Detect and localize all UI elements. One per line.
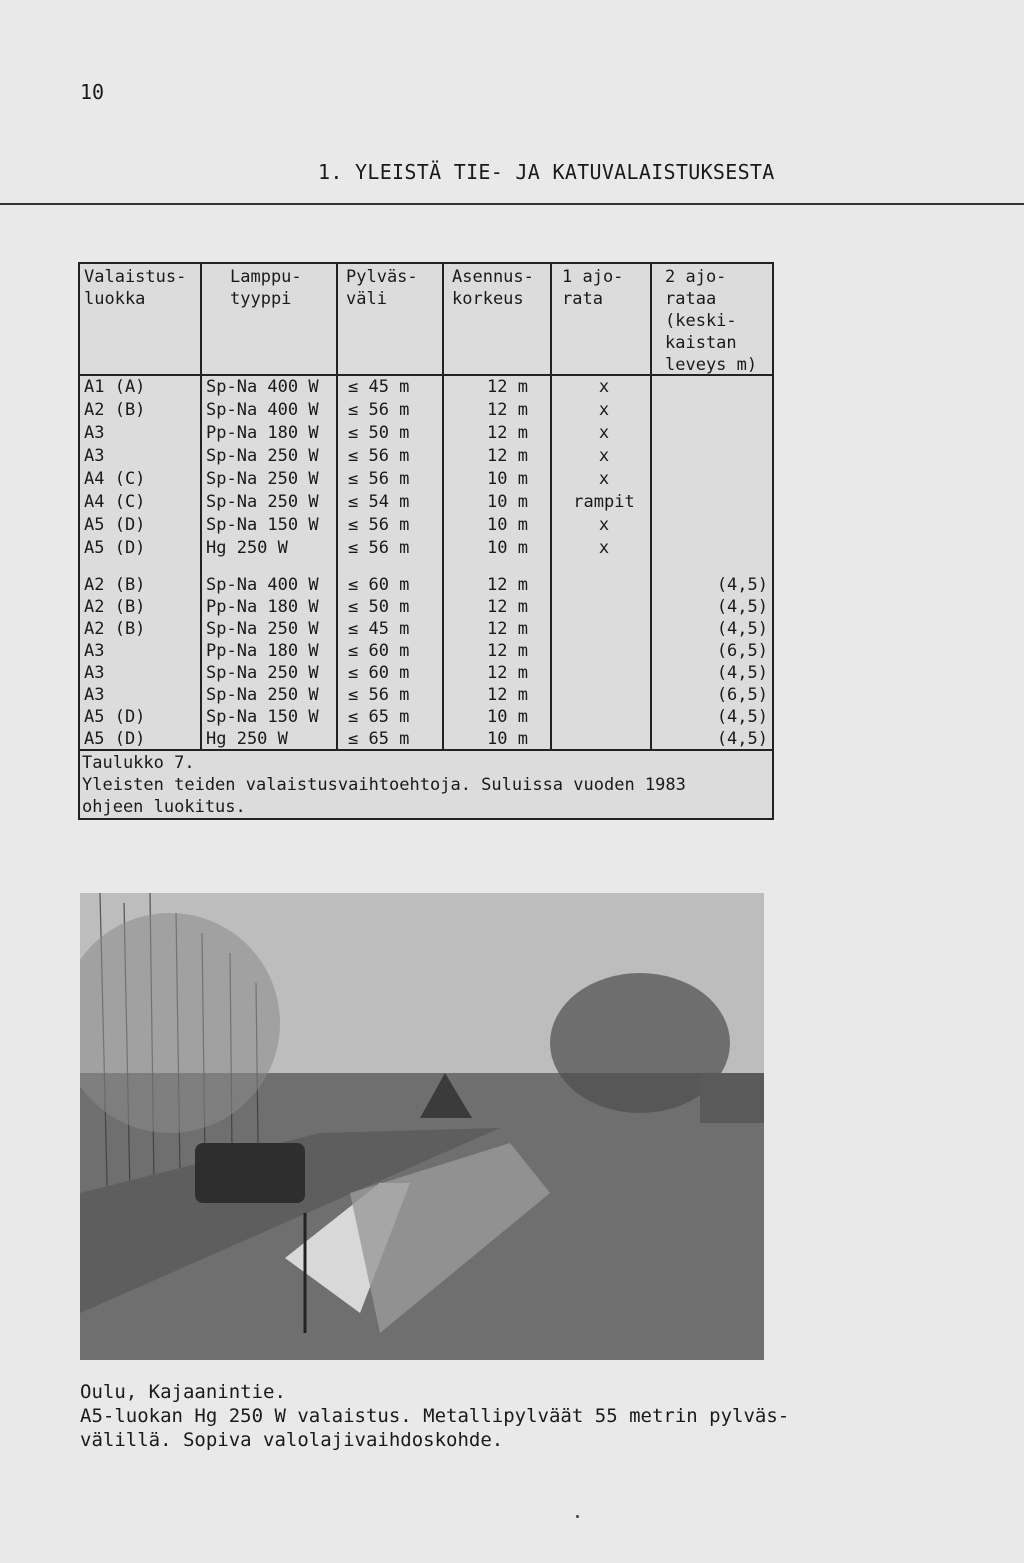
table-cell: 10 m [487,515,528,535]
table-cell: 12 m [487,619,528,639]
table-cell: Pp-Na 180 W [206,641,319,661]
table-cell: A3 [84,663,105,683]
header-1-ajorata: 1 ajo- rata [562,267,624,309]
table-cell: (4,5) [716,575,768,595]
table-cell: (4,5) [716,729,768,749]
table-cell: A5 (D) [84,729,146,749]
lighting-table [78,262,774,820]
table-cell: A2 (B) [84,400,146,420]
table-cell: ≤ 56 m [348,446,410,466]
table-cell: 10 m [487,729,528,749]
table-cell: x [598,515,610,535]
header-rule [0,203,1024,205]
table-cell: Hg 250 W [206,538,288,558]
table-cell: ≤ 50 m [348,423,410,443]
table-cell: Sp-Na 150 W [206,515,319,535]
table-cell: 10 m [487,538,528,558]
table-cell: ≤ 65 m [348,707,410,727]
column-divider [650,264,652,749]
table-cell: x [598,446,610,466]
table-cell: x [598,469,610,489]
table-cell: ≤ 60 m [348,575,410,595]
table-cell: 12 m [487,663,528,683]
table-cell: Sp-Na 250 W [206,619,319,639]
table-cell: 10 m [487,707,528,727]
header-pylvasvali: Pylväs- väli [346,267,418,309]
table-cell: (4,5) [716,707,768,727]
column-divider [336,264,338,749]
table-cell: x [598,423,610,443]
table-cell: 12 m [487,575,528,595]
table-cell: ≤ 56 m [348,685,410,705]
table-cell: ≤ 56 m [348,400,410,420]
table-cell: Sp-Na 250 W [206,685,319,705]
table-cell: Sp-Na 400 W [206,377,319,397]
table-cell: A3 [84,423,105,443]
table-cell: (6,5) [716,685,768,705]
table-cell: A5 (D) [84,538,146,558]
table-cell: A5 (D) [84,515,146,535]
table-cell: ≤ 54 m [348,492,410,512]
table-cell: rampit [573,492,635,512]
table-cell: x [598,400,610,420]
table-cell: Sp-Na 400 W [206,400,319,420]
table-cell: 10 m [487,469,528,489]
table-caption: Taulukko 7. Yleisten teiden valaistusvaihtoehtoja. Suluissa vuoden 1983 ohjeen luokitus. [82,753,686,817]
table-cell: (4,5) [716,663,768,683]
table-cell: A3 [84,446,105,466]
table-cell: Sp-Na 250 W [206,446,319,466]
table-cell: A4 (C) [84,492,146,512]
table-cell: (6,5) [716,641,768,661]
table-cell: ≤ 50 m [348,597,410,617]
table-cell: A4 (C) [84,469,146,489]
table-cell: Sp-Na 400 W [206,575,319,595]
table-cell: A3 [84,641,105,661]
table-cell: 10 m [487,492,528,512]
table-cell: 12 m [487,446,528,466]
header-lamppu: Lamppu- tyyppi [230,267,302,309]
table-cell: Sp-Na 150 W [206,707,319,727]
column-divider [442,264,444,749]
section-title: 1. YLEISTÄ TIE- JA KATUVALAISTUKSESTA [318,160,775,184]
table-cell: A2 (B) [84,597,146,617]
table-cell: ≤ 56 m [348,469,410,489]
table-cell: 12 m [487,597,528,617]
table-cell: Hg 250 W [206,729,288,749]
table-cell: Sp-Na 250 W [206,469,319,489]
column-divider [550,264,552,749]
page-number: 10 [80,80,105,104]
header-2-ajorataa: 2 ajo- rataa (keski- kaistan leveys m) [665,267,758,375]
table-cell: A2 (B) [84,619,146,639]
table-cell: (4,5) [716,619,768,639]
table-cell: ≤ 56 m [348,538,410,558]
table-cell: 12 m [487,400,528,420]
table-cell: 12 m [487,423,528,443]
table-cell: ≤ 65 m [348,729,410,749]
table-cell: A1 (A) [84,377,146,397]
table-cell: A3 [84,685,105,705]
table-cell: ≤ 45 m [348,377,410,397]
table-cell: ≤ 60 m [348,663,410,683]
header-luokka: Valaistus- luokka [84,267,187,309]
table-cell: A2 (B) [84,575,146,595]
column-divider [200,264,202,749]
table-cell: Pp-Na 180 W [206,423,319,443]
table-cell: ≤ 56 m [348,515,410,535]
table-cell: Sp-Na 250 W [206,663,319,683]
table-cell: 12 m [487,685,528,705]
table-cell: (4,5) [716,597,768,617]
table-cell: x [598,538,610,558]
table-cell: ≤ 45 m [348,619,410,639]
table-cell: x [598,377,610,397]
table-cell: ≤ 60 m [348,641,410,661]
table-cell: 12 m [487,377,528,397]
photo-caption: Oulu, Kajaanintie. A5-luokan Hg 250 W valaistus. Metallipylväät 55 metrin pylväs- välillä. Sopiva valolajivaihdoskohde. [80,1381,790,1451]
header-asennuskorkeus: Asennus- korkeus [452,267,534,309]
speck [576,1515,579,1518]
table-cell: A5 (D) [84,707,146,727]
table-cell: Sp-Na 250 W [206,492,319,512]
street-photo [80,893,764,1360]
table-cell: 12 m [487,641,528,661]
table-cell: Pp-Na 180 W [206,597,319,617]
caption-divider [80,749,772,751]
